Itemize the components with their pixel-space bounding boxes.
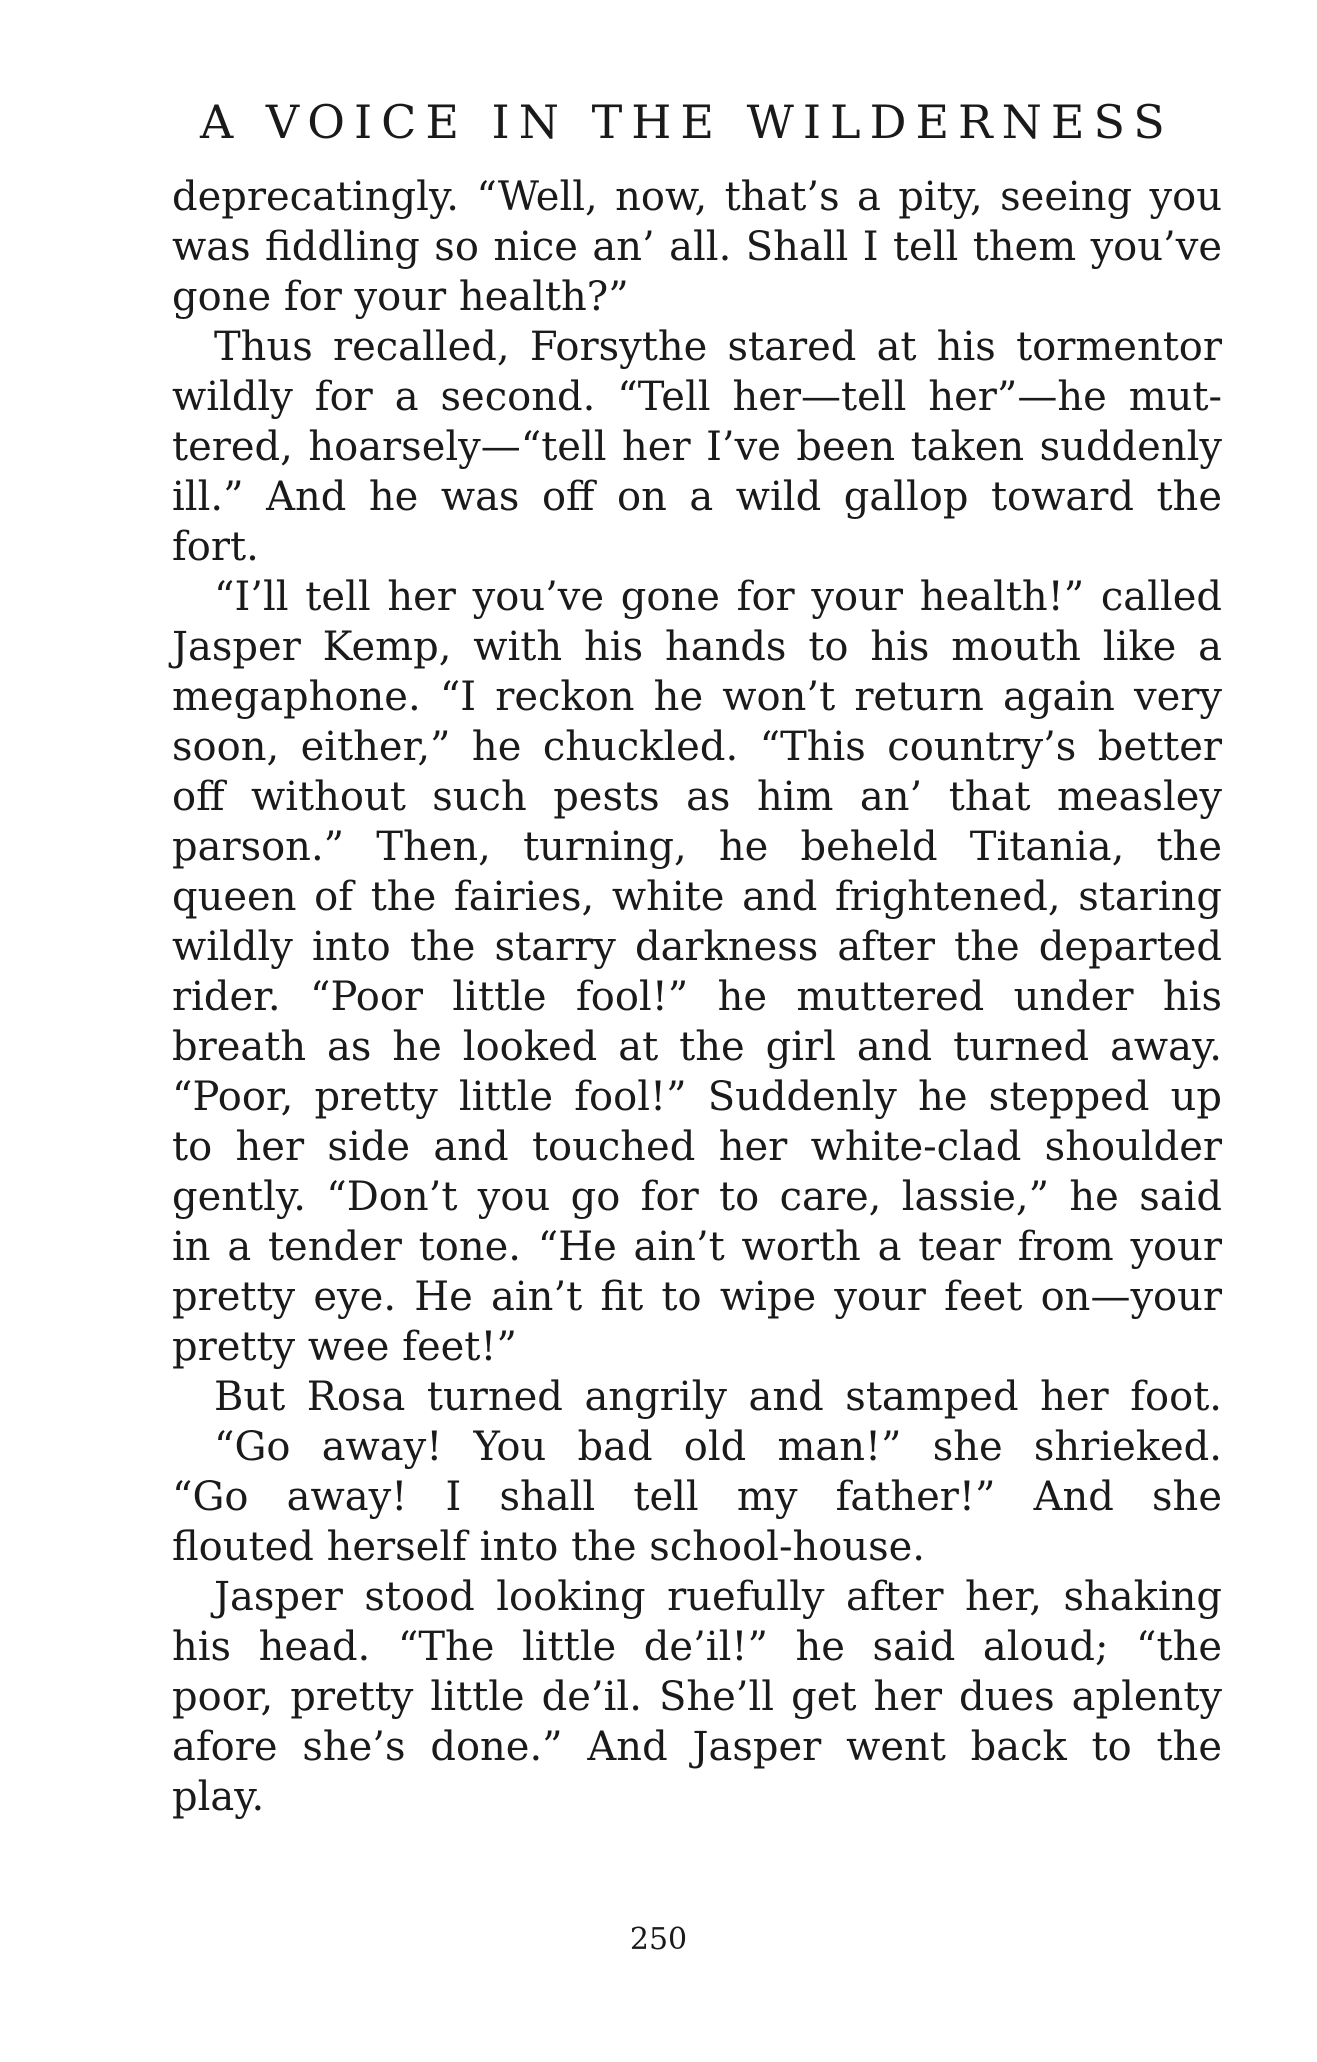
text-line: flouted herself into the school-house. bbox=[172, 1524, 925, 1570]
text-line: wildly into the starry darkness after the departed bbox=[172, 924, 1222, 970]
running-head: A VOICE IN THE WILDERNESS bbox=[200, 95, 1174, 149]
text-line: megaphone. “I reckon he won’t return again very bbox=[172, 674, 1222, 720]
text-line: deprecatingly. “Well, now, that’s a pity, seeing you bbox=[172, 174, 1222, 220]
text-line: tered, hoarsely—“tell her I’ve been taken suddenly bbox=[172, 424, 1222, 470]
text-line: Jasper stood looking ruefully after her, shaking bbox=[214, 1574, 1222, 1620]
text-line: “Go away! I shall tell my father!” And she bbox=[172, 1474, 1222, 1520]
text-line: But Rosa turned angrily and stamped her foot. bbox=[214, 1374, 1222, 1420]
body-text bbox=[172, 172, 1222, 1822]
text-line: ill.” And he was off on a wild gallop toward the bbox=[172, 474, 1222, 520]
text-line: parson.” Then, turning, he beheld Titania, the bbox=[172, 824, 1222, 870]
text-line: was fiddling so nice an’ all. Shall I tell them you’ve bbox=[172, 224, 1222, 270]
text-line: gently. “Don’t you go for to care, lassie,” he said bbox=[172, 1174, 1222, 1220]
text-line: pretty eye. He ain’t fit to wipe your feet on—your bbox=[172, 1274, 1222, 1320]
text-line: wildly for a second. “Tell her—tell her”—he mut- bbox=[172, 374, 1222, 420]
text-line: “Poor, pretty little fool!” Suddenly he stepped up bbox=[172, 1074, 1222, 1120]
text-line: play. bbox=[172, 1774, 265, 1820]
text-line: in a tender tone. “He ain’t worth a tear from your bbox=[172, 1224, 1222, 1270]
text-line: “I’ll tell her you’ve gone for your health!” called bbox=[214, 574, 1222, 620]
text-line: fort. bbox=[172, 524, 259, 570]
text-line: poor, pretty little de’il. She’ll get her dues aplenty bbox=[172, 1674, 1222, 1720]
text-line: gone for your health?” bbox=[172, 274, 629, 320]
text-line: Jasper Kemp, with his hands to his mouth like a bbox=[172, 624, 1222, 670]
page-number: 250 bbox=[629, 1922, 688, 1957]
text-line: queen of the fairies, white and frightened, staring bbox=[172, 874, 1222, 920]
text-line: his head. “The little de’il!” he said aloud; “the bbox=[172, 1624, 1222, 1670]
text-line: rider. “Poor little fool!” he muttered under his bbox=[172, 974, 1222, 1020]
text-line: breath as he looked at the girl and turned away. bbox=[172, 1024, 1222, 1070]
text-line: afore she’s done.” And Jasper went back to the bbox=[172, 1724, 1222, 1770]
text-line: soon, either,” he chuckled. “This country’s better bbox=[172, 724, 1222, 770]
text-line: pretty wee feet!” bbox=[172, 1324, 517, 1370]
text-line: off without such pests as him an’ that measley bbox=[172, 774, 1222, 820]
text-line: to her side and touched her white-clad shoulder bbox=[172, 1124, 1222, 1170]
text-line: Thus recalled, Forsythe stared at his tormentor bbox=[214, 324, 1222, 370]
text-line: “Go away! You bad old man!” she shrieked. bbox=[214, 1424, 1222, 1470]
